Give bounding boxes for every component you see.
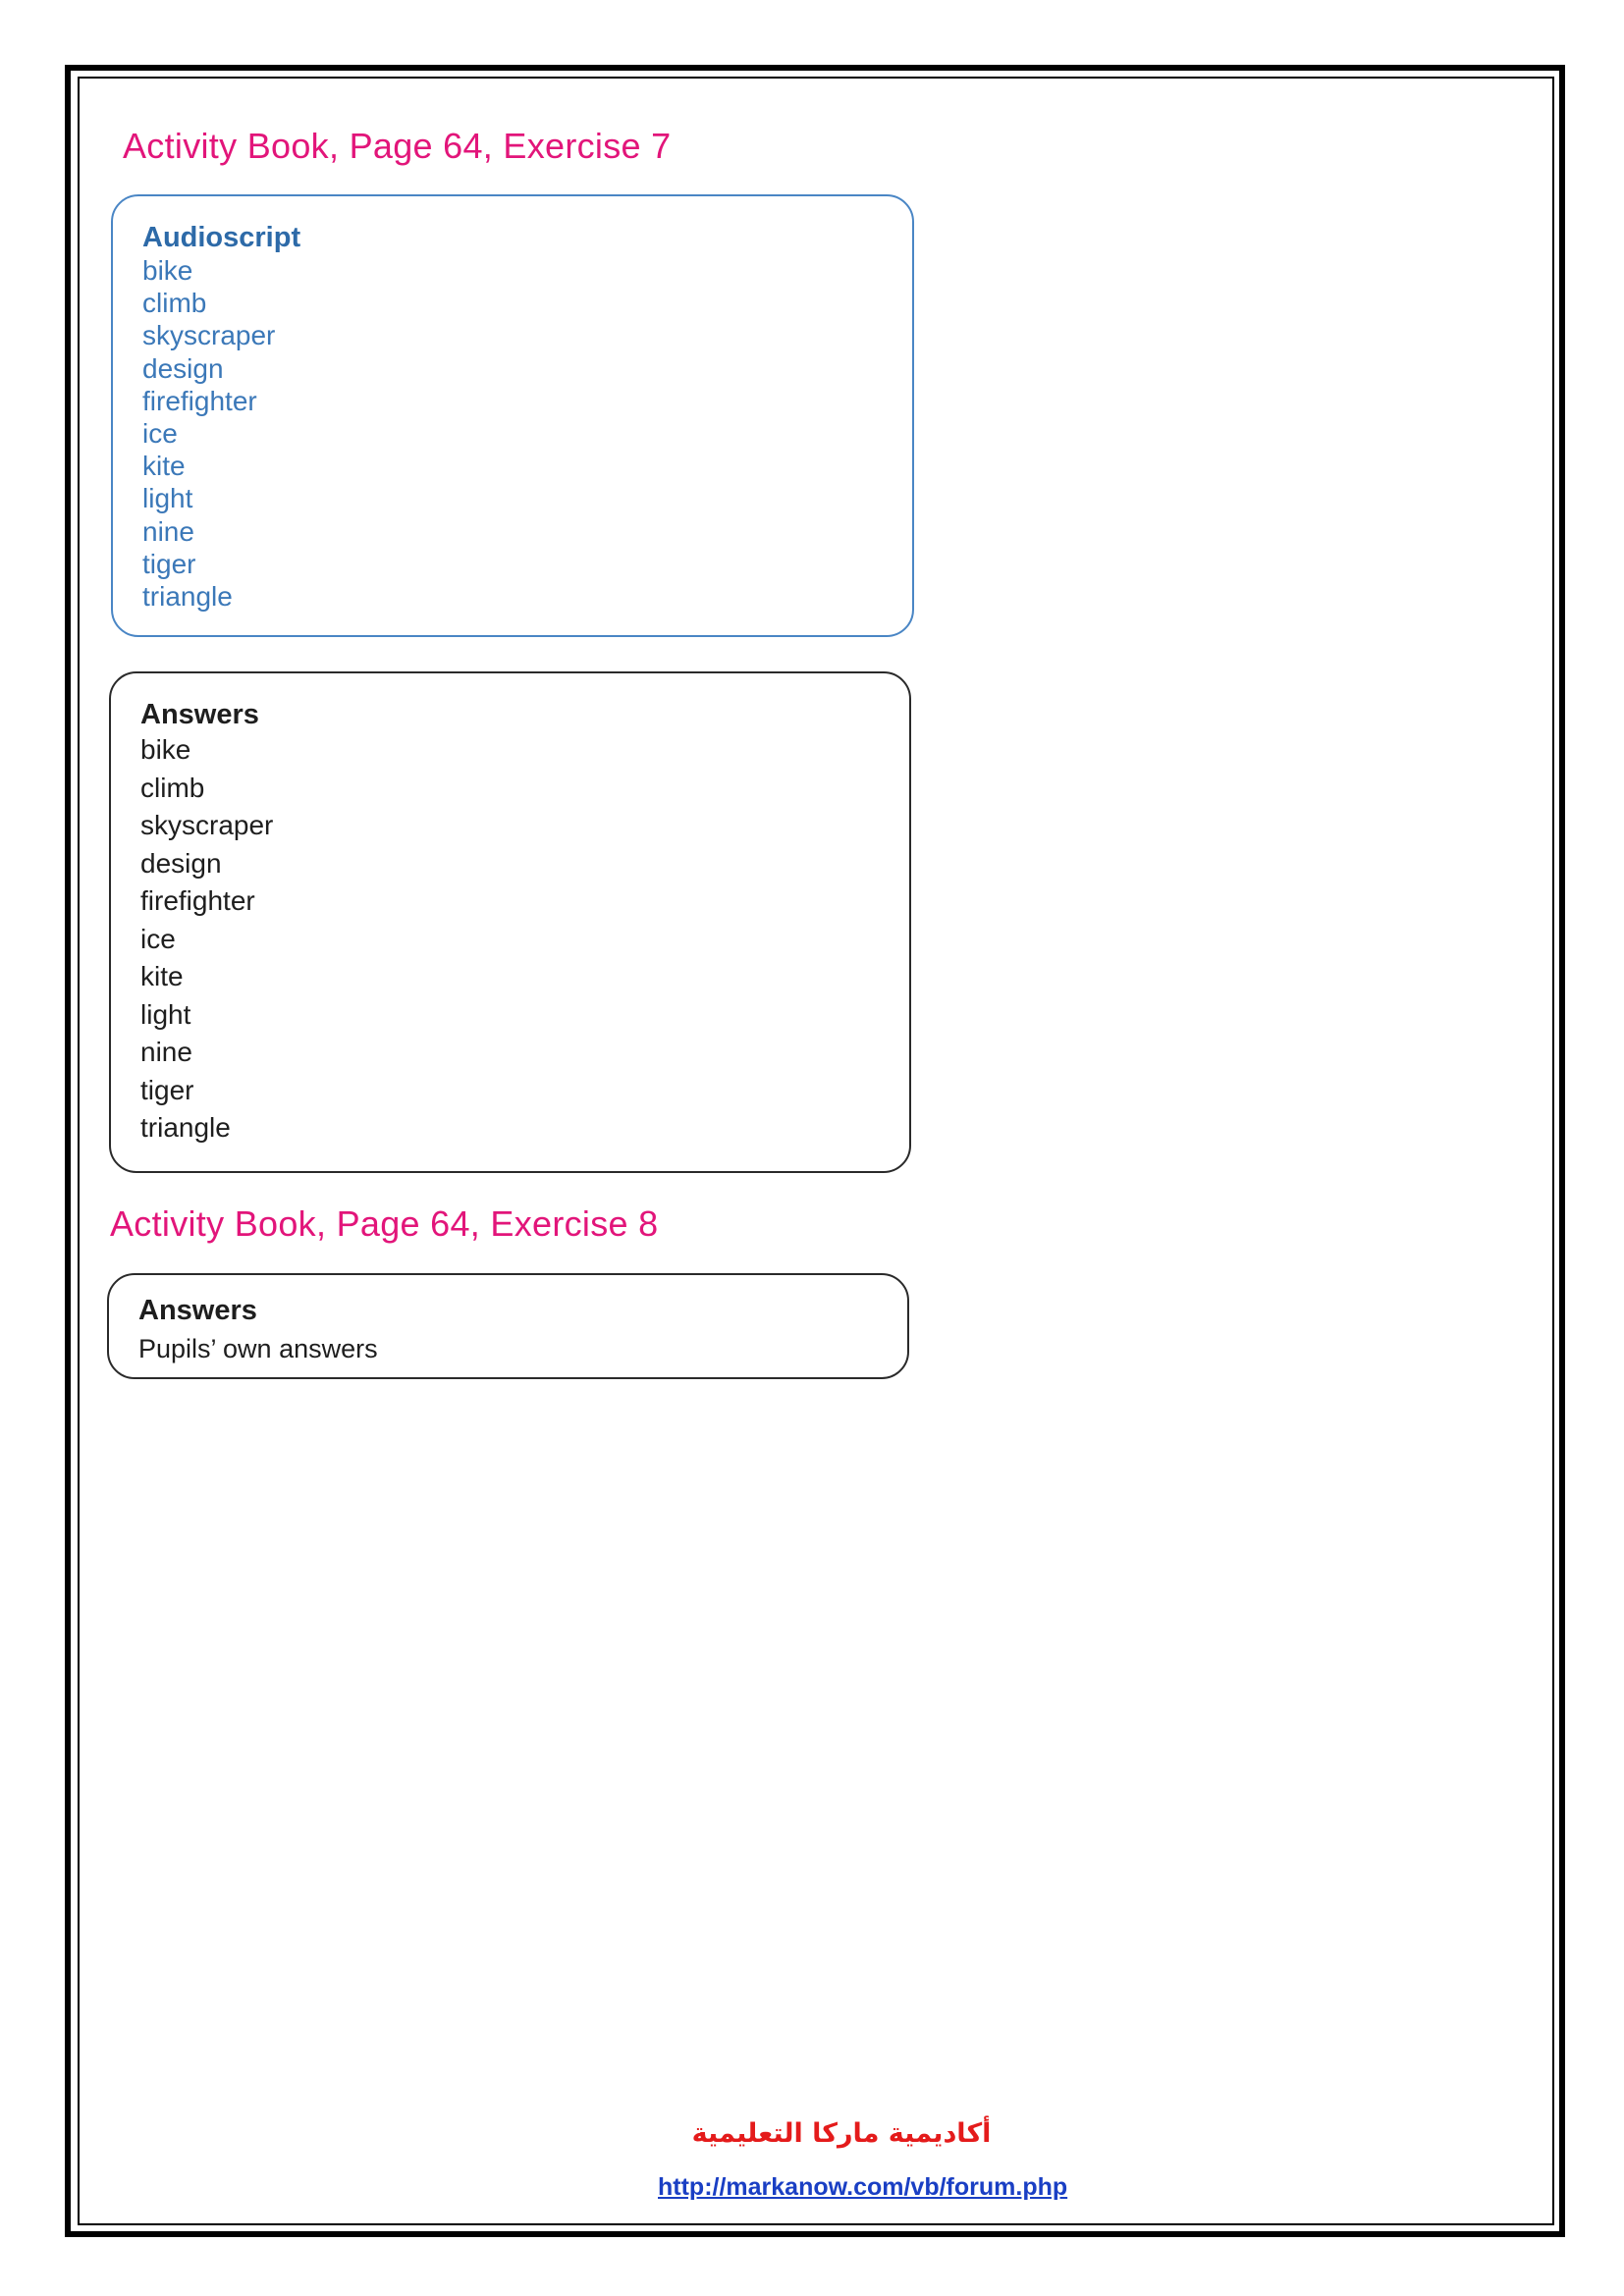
answers-title: Answers: [140, 699, 259, 730]
list-item: firefighter: [142, 385, 257, 416]
list-item: light: [142, 483, 193, 514]
list-item: ice: [140, 923, 176, 954]
audioscript-box: [111, 194, 914, 637]
list-item: nine: [140, 1037, 192, 1067]
list-item: firefighter: [140, 885, 255, 916]
footer-academy-name: أكاديمية ماركا التعليمية: [691, 2118, 992, 2149]
list-item: skyscraper: [140, 810, 274, 840]
list-item: climb: [140, 772, 205, 803]
list-item: nine: [142, 515, 194, 547]
list-item: triangle: [142, 581, 233, 613]
list-item: kite: [142, 451, 186, 482]
list-item: design: [140, 847, 222, 879]
list-item: tiger: [140, 1074, 194, 1105]
list-item: ice: [142, 418, 178, 450]
answers-list: [140, 731, 909, 1148]
list-item: tiger: [142, 548, 196, 579]
audioscript-list: [142, 254, 912, 613]
answers-title: Answers: [138, 1295, 257, 1326]
footer-forum-link[interactable]: http://markanow.com/vb/forum.php: [658, 2173, 1068, 2201]
exercise-7-heading: Activity Book, Page 64, Exercise 7: [123, 126, 672, 166]
list-item: bike: [142, 255, 193, 286]
list-item: design: [142, 352, 224, 384]
list-item: skyscraper: [142, 320, 276, 351]
audioscript-title: Audioscript: [142, 222, 301, 253]
list-item: climb: [142, 288, 207, 319]
list-item: kite: [140, 961, 184, 991]
exercise-8-heading: Activity Book, Page 64, Exercise 8: [110, 1203, 659, 1244]
list-item: triangle: [140, 1112, 231, 1143]
answers-text: Pupils’ own answers: [138, 1334, 378, 1363]
answers-box-exercise-7: [109, 671, 911, 1173]
list-item: bike: [140, 734, 191, 765]
list-item: light: [140, 998, 191, 1030]
answers-box-exercise-8: [107, 1273, 909, 1379]
